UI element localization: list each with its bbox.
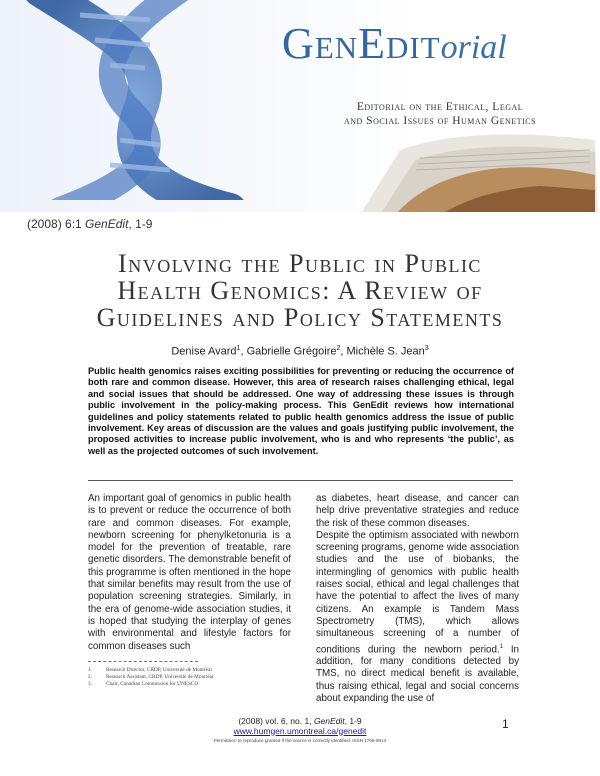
footnote-number: 2.	[88, 674, 92, 680]
footnote-text: Research Director, CRDP, Université de Montréal	[106, 667, 212, 673]
newspaper-image	[340, 120, 600, 212]
journal-banner	[0, 0, 600, 212]
body-text: In addition, for many conditions detected by TMS, no direct medical benefit is available, thus raising ethical, legal and social concerns about expanding the use of	[316, 643, 519, 705]
citation-suffix: , 1-9	[128, 217, 153, 231]
journal-url-link[interactable]: www.humgen.umontreal.ca/genedit	[233, 725, 367, 736]
author-separator: ,	[340, 345, 347, 358]
dna-helix-image	[0, 0, 300, 200]
author-mark: 1	[236, 345, 241, 352]
journal-masthead	[282, 18, 507, 69]
footnotes	[88, 667, 293, 688]
abstract: Public health genomics raises exciting possibilities for preventing or reducing the occurrence of both rare and common disease. However, this area of research raises challenging ethical, legal and social issues that should be addressed. One way of addressing these issues is through public involvement in the policy-making process. This GenEdit reviews how international guidelines and policy statements related to public health genomics address the issue of public involvement. Key areas of discussion are the values and goals justifying public involvement, the proposed activities to increase public involvement, who is and who represents ‘the public’, as well as the projected outcomes of such involvement.	[88, 366, 514, 456]
journal-citation	[27, 217, 152, 231]
title-line-3: Guidelines and Policy Statements	[96, 303, 504, 332]
tagline-line-2: and Social Issues of Human Genetics	[343, 115, 537, 127]
body-paragraph: as diabetes, heart disease, and cancer can help drive preventative strategies and reduce the risk of these common diseases.	[316, 493, 519, 529]
author-mark: 2	[336, 345, 341, 352]
footnote-text: Chair, Canadian Commission for UNESCO	[106, 681, 199, 687]
permission-notice: Permission to reproduce granted if the source is correctly identified. ISSN 1708-6914	[213, 738, 387, 743]
title-line-1: Involving the Public in Public	[118, 249, 482, 278]
body-text: Despite the optimism associated with newborn screening programs, genome wide association studies and the use of biobanks, the intermingling of genomics with public health raises social, ethical and legal challenges that have the potential to affect the lives of many citizens. An example is Tandem Mass Spectrometry (TMS), which allows simultaneous screening of a number of conditions during the newborn period.	[316, 529, 519, 655]
section-divider	[88, 480, 513, 481]
footnote-reference: 1	[499, 643, 504, 650]
footnote	[88, 681, 293, 688]
title-line-2: Health Genomics: A Review of	[117, 276, 483, 305]
tagline-line-1: Editorial on the Ethical, Legal	[356, 101, 524, 113]
author-mark: 3	[424, 345, 429, 352]
footer-citation-journal: GenEdit	[313, 716, 345, 726]
footer-citation-prefix: (2008) vol. 6, no. 1,	[238, 716, 314, 726]
author: Michèle S. Jean	[346, 345, 425, 358]
article-title	[60, 250, 540, 331]
footnote-number: 3.	[88, 681, 92, 687]
page-number: 1	[502, 717, 509, 731]
footnote-divider	[88, 661, 198, 662]
author: Denise Avard	[171, 345, 237, 358]
author: Gabrielle Grégoire	[246, 345, 337, 358]
citation-prefix: (2008) 6:1	[27, 217, 86, 231]
body-column-left	[88, 493, 291, 653]
citation-journal: GenEdit	[85, 217, 129, 231]
footnote-number: 1.	[88, 667, 92, 673]
body-paragraph	[316, 530, 519, 705]
body-paragraph: An important goal of genomics in public health is to prevent or reduce the occurrence of both rare and common diseases. For example, newborn screening for phenylketonuria is a model for the prevention of treatable, rare genetic disorders. The demonstrable benefit of this programme is often mentioned in the hope that similar benefits may result from the use of population screening strategies. Similarly, in the era of genome-wide association studies, it is hoped that studying the interplay of genes with environmental and lifestyle factors for common diseases such	[88, 493, 291, 652]
footnote-text: Research Assistant, CRDP, Université de Montréal	[106, 674, 214, 680]
footer-citation-suffix: , 1-9	[344, 716, 362, 726]
masthead-main: GenEdit	[282, 19, 441, 68]
footnote	[88, 667, 293, 674]
author-list	[0, 345, 600, 358]
body-column-right	[316, 493, 519, 705]
footnote	[88, 674, 293, 681]
author-separator: ,	[240, 345, 247, 358]
masthead-sub: orial	[440, 29, 507, 66]
page-footer	[0, 717, 600, 746]
